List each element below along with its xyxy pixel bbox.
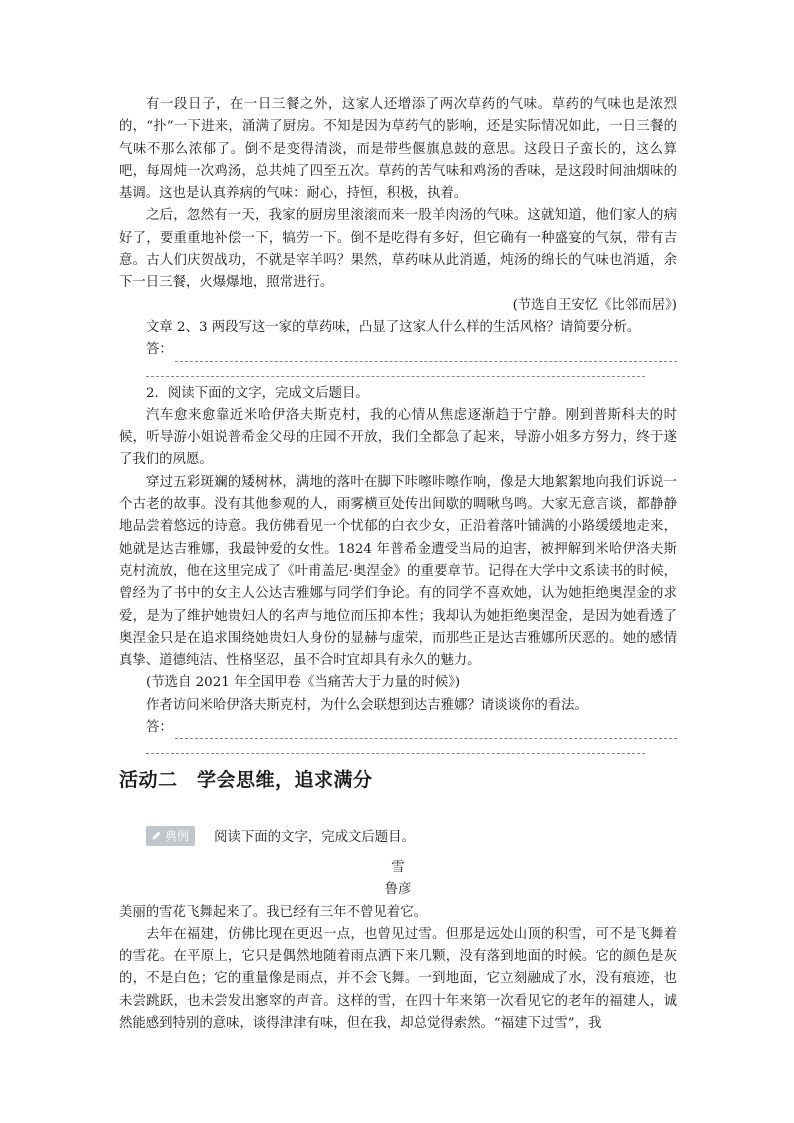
article-author: 鲁彦 bbox=[384, 882, 412, 898]
answer-blank[interactable] bbox=[175, 346, 677, 362]
answer-label: 答： bbox=[146, 342, 173, 358]
answer-line-1[interactable] bbox=[119, 339, 677, 361]
question2-paragraph-2: 穿过五彩斑斓的矮树林，满地的落叶在脚下咔嚓咔嚓作响，像是大地絮絮地向我们诉说一个古老的故事。没有其他参观的人，雨雾横亘处传出间歇的啁啾鸟鸣。大家无意言谈，都静静地品尝着悠远的诗意。我仿佛看见一个忧郁的白衣少女，正沿着落叶铺满的小路缓缓地走来，她就是达吉雅娜，我最钟爱的女性。1824 年普希金遭受当局的迫害，被押解到米哈伊洛夫斯克村流放，他在这里完成了《叶甫盖尼·奥涅金》的重要章节。记得在大学中文系读书的时候，曾经为了书中的女主人公达吉雅娜与同学们争论。有的同学不喜欢她，认为她拒绝奥涅金的求爱，是为了维护她贵妇人的名声与地位而压抑本性；我却认为她拒绝奥涅金，是因为她看透了奥涅金只是在追求围绕她贵妇人身份的显赫与虚荣，而那些正是达吉雅娜所厌恶的。她的感情真挚、道德纯洁、性格坚忍，虽不合时宜却具有永久的魅力。 bbox=[119, 474, 677, 669]
question2-paragraph-1: 汽车愈来愈靠近米哈伊洛夫斯克村，我的心情从焦虑逐渐趋于宁静。刚到普斯科夫的时候，听导游小姐说普希金父母的庄园不开放，我们全都急了起来，导游小姐多方努力，终于遂了我们的夙愿。 bbox=[119, 407, 677, 468]
pencil-icon bbox=[150, 830, 162, 842]
badge-label: 典例 bbox=[165, 829, 190, 843]
question2-question: 作者访问米哈伊洛夫斯克村，为什么会联想到达吉雅娜？请谈谈你的看法。 bbox=[146, 697, 588, 713]
passage1-paragraph-1: 有一段日子，在一日三餐之外，这家人还增添了两次草药的气味。草药的气味也是浓烈的，“扑”一下进来，涌满了厨房。不知是因为草药气的影响，还是实际情况如此，一日三餐的气味不那么浓郁了。倒不是变得清淡，而是带些偃旗息鼓的意思。这段日子蛮长的，这么算吧，每周炖一次鸡汤，总共炖了四至五次。草药的苦气味和鸡汤的香味，是这段时间油烟味的基调。这也是认真养病的气味：耐心，持恒，积极，执着。 bbox=[119, 97, 677, 202]
passage1-question: 文章 2、3 两段写这一家的草药味，凸显了这家人什么样的生活风格？请简要分析。 bbox=[146, 319, 641, 335]
article-paragraph-2: 去年在福建，仿佛比现在更迟一点，也曾见过雪。但那是远处山顶的积雪，可不是飞舞着的雪花。在平原上，它只是偶然地随着雨点洒下来几颗，没有落到地面的时候。它的颜色是灰的，不是白色；它的重量像是雨点，并不会飞舞。一到地面，它立刻融成了水，没有痕迹，也未尝跳跃，也未尝发出窸窣的声音。这样的雪，在四十年来第一次看见它的老年的福建人，诚然能感到特别的意味，谈得津津有味，但在我，却总觉得索然。“福建下过雪”，我 bbox=[119, 926, 677, 1032]
passage1-paragraph-2: 之后，忽然有一天，我家的厨房里滚滚而来一股羊肉汤的气味。这就知道，他们家人的病好了，要重重地补偿一下，犒劳一下。倒不是吃得有多好，但它确有一种盛宴的气氛，带有吉意。古人们庆贺战功，不就是宰羊吗？果然，草药味从此消遁，炖汤的绵长的气味也消遁，余下一日三餐，火爆爆地，照常进行。 bbox=[119, 208, 677, 291]
passage1-source: (节选自王安忆《比邻而居》) bbox=[512, 297, 677, 313]
answer-blank[interactable] bbox=[175, 723, 677, 739]
answer-label: 答： bbox=[146, 720, 173, 736]
question2-intro: 2．阅读下面的文字，完成文后题目。 bbox=[146, 385, 369, 401]
answer-line-2[interactable] bbox=[119, 717, 677, 739]
answer-line-1b[interactable] bbox=[146, 362, 645, 377]
question2-source: (节选自 2021 年全国甲卷《当痛苦大于力量的时候》) bbox=[146, 675, 461, 691]
example-instruction: 阅读下面的文字，完成文后题目。 bbox=[214, 830, 415, 845]
upper-content bbox=[119, 94, 677, 760]
article-paragraph-1: 美丽的雪花飞舞起来了。我已经有三年不曾见着它。 bbox=[119, 904, 427, 920]
section-heading: 活动二 学会思维，追求满分 bbox=[119, 769, 373, 791]
answer-line-2b[interactable] bbox=[146, 739, 645, 754]
example-header bbox=[119, 825, 677, 851]
example-content bbox=[119, 825, 677, 1035]
example-badge bbox=[146, 826, 195, 846]
article-title: 雪 bbox=[391, 860, 405, 875]
